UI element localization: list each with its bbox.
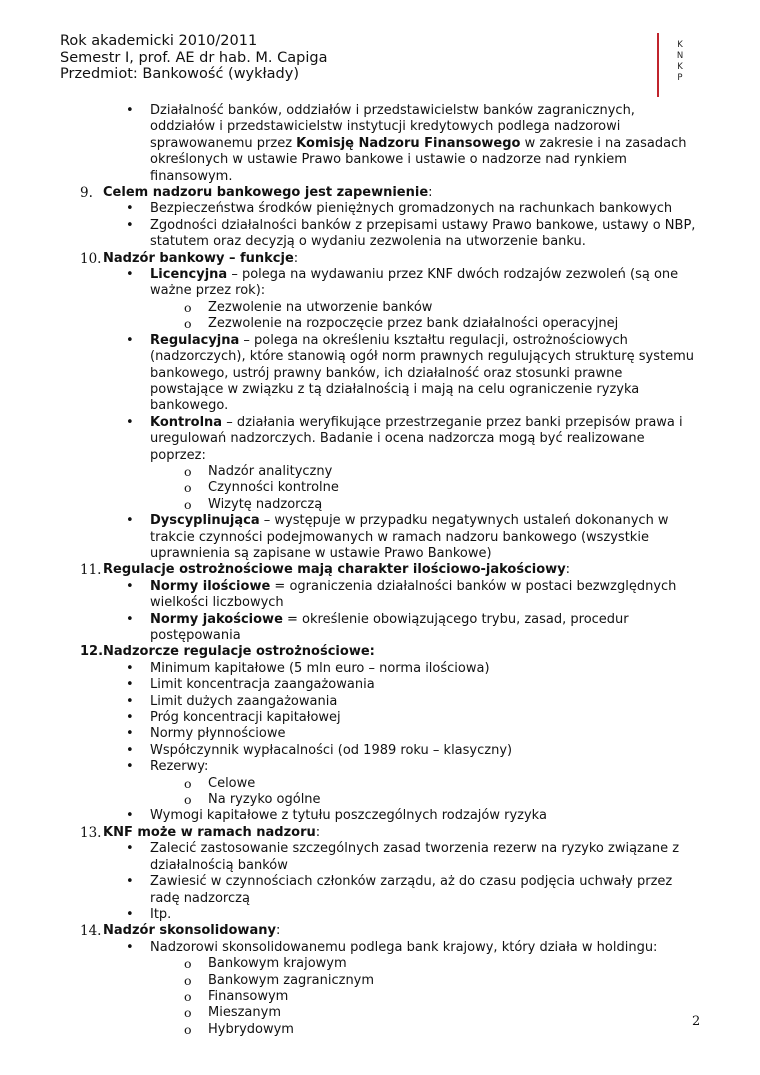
bullet-marker: • (126, 414, 134, 430)
sub-bullet-marker: o (184, 988, 192, 1004)
bold-term: Normy ilościowe (150, 578, 271, 594)
sub-bullet-marker: o (184, 775, 192, 791)
title-suffix: : (565, 562, 571, 578)
list-item-text: Zawiesić w czynnościach członków zarządu, aż do czasu podjęcia uchwały przez radę nadzorczą (150, 874, 673, 906)
sub-item-text: Wizytę nadzorczą (208, 496, 323, 512)
list-item (0, 940, 760, 956)
section-title: Celem nadzoru bankowego jest zapewnienie (103, 185, 429, 201)
logo-divider-line (657, 33, 659, 97)
list-item-text: Rezerwy: (150, 759, 209, 775)
title-suffix: : (315, 824, 321, 840)
section-title: Regulacje ostrożnościowe mają charakter ilościowo-jakościowy (103, 562, 566, 578)
sub-list-item (0, 1005, 760, 1021)
section-heading-11 (0, 562, 760, 578)
header-subject: Przedmiot: Bankowość (wykłady) (60, 66, 299, 82)
sub-list-item (0, 776, 760, 792)
list-item (0, 743, 760, 759)
list-item (0, 841, 760, 874)
sub-item-text: Celowe (208, 775, 256, 791)
bullet-marker: • (126, 726, 134, 742)
sub-item-text: Mieszanym (208, 1005, 281, 1021)
sub-list-item (0, 1022, 760, 1038)
sub-list-item (0, 497, 760, 513)
list-item-text: Itp. (150, 906, 172, 922)
list-item (0, 759, 760, 775)
section-number: 13. (80, 824, 102, 841)
bold-term: Regulacyjna (150, 332, 240, 348)
list-item-text: Wymogi kapitałowe z tytułu poszczególnych rodzajów ryzyka (150, 808, 547, 824)
sub-item-text: Czynności kontrolne (208, 480, 339, 496)
bold-term: Dyscyplinująca (150, 513, 260, 529)
bullet-marker: • (126, 103, 134, 118)
sub-bullet-marker: o (184, 956, 192, 972)
section-title: Nadzorcze regulacje ostrożnościowe: (103, 644, 375, 660)
sub-item-text: Zezwolenie na rozpoczęcie przez bank działalności operacyjnej (208, 316, 619, 332)
list-item-text (150, 103, 698, 185)
bullet-marker: • (126, 201, 134, 217)
list-item (0, 267, 760, 300)
sub-item-text: Bankowym krajowym (208, 956, 347, 972)
bold-term: Kontrolna (150, 414, 223, 430)
bullet-marker: • (126, 874, 134, 890)
sub-item-text: Na ryzyko ogólne (208, 792, 321, 808)
title-suffix: : (428, 185, 433, 201)
bullet-marker: • (126, 578, 134, 594)
bold-term: Normy jakościowe (150, 611, 283, 627)
section-heading-13 (0, 825, 760, 841)
section-heading-10 (0, 251, 760, 267)
bullet-marker: • (126, 710, 134, 726)
logo-letter: K (677, 40, 683, 50)
list-item (0, 907, 760, 923)
section-number: 14. (80, 923, 102, 940)
list-item (0, 579, 760, 612)
page-number: 2 (692, 1014, 701, 1029)
bullet-marker: • (126, 742, 134, 758)
section-number: 11. (80, 562, 102, 579)
list-item (0, 513, 760, 562)
sub-bullet-marker: o (184, 316, 192, 332)
page-header (60, 33, 328, 83)
section-number: 12. (80, 644, 104, 660)
text-fragment: w zakresie i na zasadach określonych w ustawie Prawo bankowe i ustawie o nadzorze nad rynkiem finansowym. (150, 135, 687, 184)
sub-bullet-marker: o (184, 496, 192, 512)
section-title: Nadzór bankowy – funkcje (103, 250, 294, 266)
sub-list-item (0, 973, 760, 989)
section-title: KNF może w ramach nadzoru (103, 824, 316, 840)
sub-bullet-marker: o (184, 1005, 192, 1021)
list-item-text: – występuje w przypadku negatywnych ustaleń dokonanych w trakcie czynności podejmowanych w ramach nadzoru bankowego (wszystkie uprawnienia są zapisane w ustawie Prawo Bankowe) (150, 513, 669, 561)
list-item-text: Limit koncentracja zaangażowania (150, 677, 375, 693)
sub-item-text: Bankowym zagranicznym (208, 972, 375, 988)
sub-list-item (0, 300, 760, 316)
bullet-marker: • (126, 693, 134, 709)
sub-list-item (0, 464, 760, 480)
list-item (0, 103, 760, 185)
section-heading-9 (0, 185, 760, 201)
section-heading-14 (0, 923, 760, 939)
bullet-marker: • (126, 677, 134, 693)
header-semester: Semestr I, prof. AE dr hab. M. Capiga (60, 49, 328, 66)
section-number: 9. (80, 185, 93, 202)
bold-term: Licencyjna (150, 267, 228, 283)
section-number: 10. (80, 250, 102, 267)
sub-item-text: Hybrydowym (208, 1021, 294, 1037)
list-item (0, 726, 760, 742)
bullet-marker: • (126, 906, 134, 922)
sub-list-item (0, 792, 760, 808)
sub-list-item (0, 956, 760, 972)
sub-item-text: Finansowym (208, 988, 289, 1004)
section-heading-12 (0, 644, 760, 660)
sub-bullet-marker: o (184, 1021, 192, 1037)
sub-item-text: Zezwolenie na utworzenie banków (208, 299, 433, 315)
list-item-text: Bezpieczeństwa środków pieniężnych gromadzonych na rachunkach bankowych (150, 201, 673, 217)
bullet-marker: • (126, 939, 134, 955)
logo-letter: P (677, 73, 683, 83)
document-body (0, 103, 760, 1038)
knkp-logo (674, 40, 686, 84)
bullet-marker: • (126, 611, 134, 627)
bullet-marker: • (126, 513, 134, 529)
sub-list-item (0, 989, 760, 1005)
list-item-text: – polega na wydawaniu przez KNF dwóch rodzajów zezwoleń (są one ważne przez rok): (150, 267, 679, 299)
text-fragment: Działalność banków, oddziałów i przedstawicielstw banków zagranicznych, oddziałów i przedstawicielstw instytucji kredytowych podlega nadzorowi sprawowanemu przez (150, 103, 635, 151)
bold-term: Komisję Nadzoru Finansowego (296, 135, 521, 151)
logo-letter: K (677, 62, 683, 72)
sub-bullet-marker: o (184, 972, 192, 988)
list-item (0, 874, 760, 907)
sub-bullet-marker: o (184, 463, 192, 479)
sub-item-text: Nadzór analityczny (208, 463, 333, 479)
list-item (0, 661, 760, 677)
section-title: Nadzór skonsolidowany (103, 923, 276, 939)
sub-bullet-marker: o (184, 480, 192, 496)
list-item-text: Normy płynnościowe (150, 726, 286, 742)
list-item-text: = ograniczenia działalności banków w postaci bezwzględnych wielkości liczbowych (150, 578, 677, 611)
list-item-text: Minimum kapitałowe (5 mln euro – norma ilościowa) (150, 660, 490, 676)
title-suffix: : (293, 250, 299, 266)
list-item-text: Limit dużych zaangażowania (150, 693, 338, 709)
sub-bullet-marker: o (184, 792, 192, 808)
sub-list-item (0, 316, 760, 332)
list-item-text: Nadzorowi skonsolidowanemu podlega bank krajowy, który działa w holdingu: (150, 939, 658, 955)
list-item (0, 218, 760, 251)
bullet-marker: • (126, 217, 134, 233)
bullet-marker: • (126, 759, 134, 775)
list-item (0, 710, 760, 726)
list-item-text: Współczynnik wypłacalności (od 1989 roku – klasyczny) (150, 742, 513, 758)
bullet-marker: • (126, 808, 134, 824)
list-item (0, 808, 760, 824)
bullet-marker: • (126, 332, 134, 348)
logo-letter: N (676, 51, 684, 61)
list-item (0, 694, 760, 710)
list-item-text: – działania weryfikujące przestrzeganie przez banki przepisów prawa i uregulowań nadzorczych. Badanie i ocena nadzorcza mogą być realizowane poprzez: (150, 414, 683, 463)
list-item (0, 415, 760, 464)
title-suffix: : (275, 923, 281, 939)
list-item (0, 612, 760, 645)
list-item (0, 677, 760, 693)
list-item-text: Zalecić zastosowanie szczególnych zasad tworzenia rezerw na ryzyko związane z działalnością banków (150, 841, 680, 873)
bullet-marker: • (126, 660, 134, 676)
list-item-text: Próg koncentracji kapitałowej (150, 710, 341, 726)
list-item (0, 201, 760, 217)
bullet-marker: • (126, 841, 134, 857)
header-academic-year: Rok akademicki 2010/2011 (60, 33, 258, 49)
bullet-marker: • (126, 267, 134, 283)
sub-bullet-marker: o (184, 299, 192, 315)
list-item-text: – polega na określeniu kształtu regulacji, ostrożnościowych (nadzorczych), które stanowią ogół norm prawnych regulujących strukturę systemu bankowego, ustrój prawny banków, ich działalność oraz stosunki prawne powstające w związku z tą działalnością i mają na celu ograniczenie ryzyka bankowego. (150, 332, 695, 414)
list-item-text: = określenie obowiązującego trybu, zasad, procedur postępowania (150, 611, 629, 643)
list-item (0, 333, 760, 415)
sub-list-item (0, 480, 760, 496)
list-item-text: Zgodności działalności banków z przepisami ustawy Prawo bankowe, ustawy o NBP, statutem oraz decyzją o wydaniu zezwolenia na utworzenie banku. (150, 217, 696, 250)
